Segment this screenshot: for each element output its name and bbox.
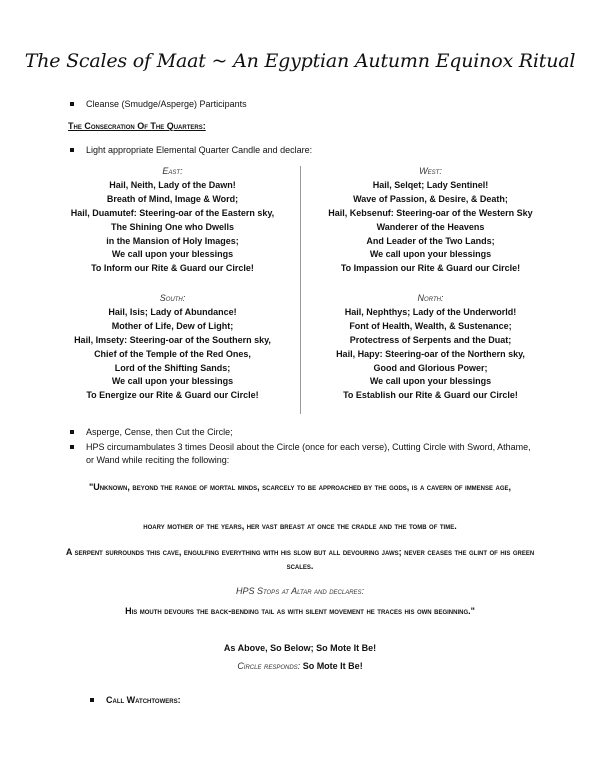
response-text: So Mote It Be! xyxy=(302,661,363,671)
quarter-north xyxy=(308,292,553,403)
invocation-line: Hail, Hapy: Steering-oar of the Northern sky, xyxy=(336,348,525,359)
invocation-line: We call upon your blessings xyxy=(111,249,234,260)
bullet-icon xyxy=(70,148,74,152)
verse-line: A serpent surrounds this cave, engulfing everything with his slow but all devouring jaws; never ceases the glint of his green scales. xyxy=(65,547,535,571)
declaration: As Above, So Below; So Mote It Be! xyxy=(223,643,377,653)
bullet-icon xyxy=(70,430,74,434)
list-item-text: Call Watchtowers: xyxy=(106,695,181,705)
list-item-text: Light appropriate Elemental Quarter Candle and declare: xyxy=(86,145,313,155)
column-divider xyxy=(300,166,301,414)
quarter-name: East: xyxy=(162,166,183,176)
quarter-south xyxy=(60,292,285,403)
invocation-line: Protectress of Serpents and the Duat; xyxy=(349,334,512,345)
invocation-line: Good and Glorious Power; xyxy=(373,362,488,373)
invocation-line: Breath of Mind, Image & Word; xyxy=(106,193,239,204)
invocation-line: Wanderer of the Heavens xyxy=(376,221,485,232)
bullet-icon xyxy=(70,445,74,449)
quarter-name: West: xyxy=(419,166,442,176)
circle-response xyxy=(60,659,540,673)
response-label: Circle responds: xyxy=(237,661,301,671)
invocation-line: We call upon your blessings xyxy=(369,249,492,260)
invocation-line: To Inform our Rite & Guard our Circle! xyxy=(91,263,254,274)
invocation-line: To Energize our Rite & Guard our Circle! xyxy=(86,390,259,401)
invocation-line: Hail, Kebsenuf: Steering-oar of the Western Sky xyxy=(328,207,533,218)
verse-line: His mouth devours the back-bending tail as with silent movement he traces his own beginning." xyxy=(125,606,475,616)
verse-line: "Unknown, beyond the range of mortal minds, scarcely to be approached by the gods, is a cavern of immense age, xyxy=(88,482,512,492)
quarter-name: North: xyxy=(417,293,444,303)
verse-line: hoary mother of the years, her vast breast at once the cradle and the tomb of time. xyxy=(143,521,457,531)
invocation-line: To Establish our Rite & Guard our Circle! xyxy=(343,390,518,401)
stage-direction: HPS Stops at Altar and declares: xyxy=(235,586,365,596)
invocation-line: Hail, Selqet; Lady Sentinel! xyxy=(372,179,489,190)
invocation-line: Hail, Duamutef: Steering-oar of the Eastern sky, xyxy=(70,207,275,218)
invocation-line: To Impassion our Rite & Guard our Circle! xyxy=(340,263,521,274)
list-item xyxy=(70,98,247,111)
invocation-line: We call upon your blessings xyxy=(111,376,234,387)
quarter-name: South: xyxy=(159,293,186,303)
invocation-line: Wave of Passion, & Desire, & Death; xyxy=(353,193,508,204)
invocation-line: Chief of the Temple of the Red Ones, xyxy=(94,348,251,359)
list-item-text: Cleanse (Smudge/Asperge) Participants xyxy=(86,99,247,109)
invocation-line: And Leader of the Two Lands; xyxy=(366,235,495,246)
list-item-text: Asperge, Cense, then Cut the Circle; xyxy=(86,427,233,437)
invocation-line: Hail, Neith, Lady of the Dawn! xyxy=(109,179,236,190)
bullet-icon xyxy=(90,698,94,702)
invocation-line: We call upon your blessings xyxy=(369,376,492,387)
bullet-icon xyxy=(70,102,74,106)
invocation-line: Hail, Isis; Lady of Abundance! xyxy=(108,306,237,317)
invocation-line: in the Mansion of Holy Images; xyxy=(106,235,239,246)
invocation-line: Font of Health, Wealth, & Sustenance; xyxy=(349,320,512,331)
list-item-text: HPS circumambulates 3 times Deosil about the Circle (once for each verse), Cutting Circle with Sword, Athame, or Wand while reciting the following: xyxy=(86,442,531,465)
invocation-line: Hail, Nephthys; Lady of the Underworld! xyxy=(344,306,517,317)
quarter-west xyxy=(308,165,553,276)
list-item xyxy=(70,441,540,467)
page-title: The Scales of Maat ~ An Egyptian Autumn Equinox Ritual xyxy=(24,50,576,72)
quarter-east xyxy=(60,165,285,276)
list-item xyxy=(90,694,181,707)
invocation-line: Mother of Life, Dew of Light; xyxy=(111,320,234,331)
invocation-line: The Shining One who Dwells xyxy=(110,221,234,232)
section-heading: The Consecration Of The Quarters: xyxy=(68,121,206,131)
invocation-line: Lord of the Shifting Sands; xyxy=(114,362,231,373)
invocation-line: Hail, Imsety: Steering-oar of the Southern sky, xyxy=(74,334,271,345)
list-item xyxy=(70,426,540,439)
list-item xyxy=(70,144,312,157)
